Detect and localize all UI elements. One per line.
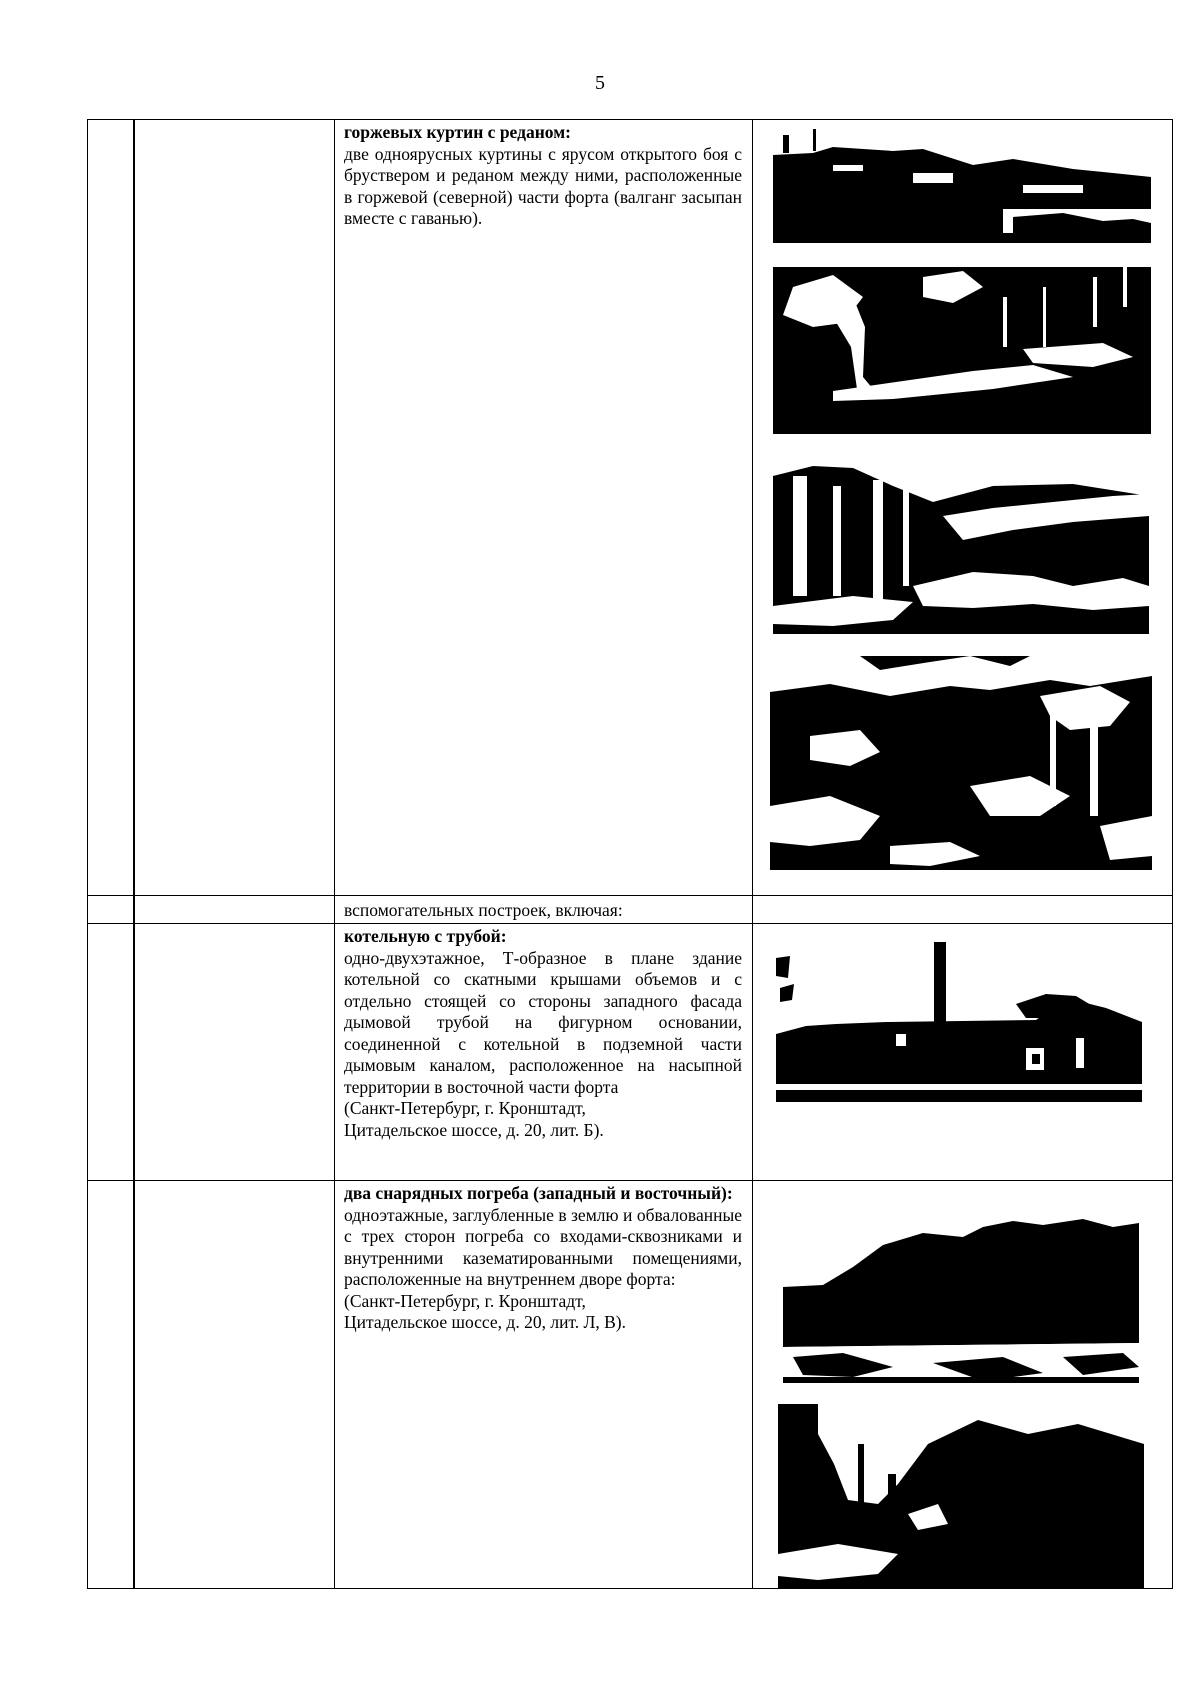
row-description: одно-двухэтажное, Т-образное в плане здание котельной со скатными крышами объемов и с отдельно стоящей со стороны западного фасада дымовой трубой на фигурном основании, соединенной с котельной в подземной части дымовым каналом, расположенное на насыпной территории в восточной части форта bbox=[344, 947, 742, 1097]
column-divider bbox=[752, 119, 753, 1589]
photo-curtain-overgrown bbox=[770, 656, 1152, 870]
photo-boiler-house-chimney bbox=[776, 938, 1142, 1102]
row-divider bbox=[87, 895, 1173, 896]
table-row bbox=[344, 900, 742, 922]
row-title: котельную с трубой: bbox=[344, 926, 507, 946]
photo-curtain-parapet bbox=[773, 125, 1151, 243]
row-title: горжевых куртин с реданом: bbox=[344, 122, 571, 142]
row-description: две одноярусных куртины с ярусом открытого боя с бруствером и реданом между ними, расположенные в горжевой (северной) части форта (валганг засыпан вместе с гаванью). bbox=[344, 143, 742, 228]
row-address: Цитадельское шоссе, д. 20, лит. Л, В). bbox=[344, 1312, 627, 1332]
row-description: одноэтажные, заглубленные в землю и обвалованные с трех сторон погреба со входами-сквозниками и внутренними казематированными помещениями, расположенные на внутреннем дворе форта: bbox=[344, 1204, 742, 1289]
row-divider bbox=[87, 1180, 1173, 1181]
row-divider bbox=[87, 923, 1173, 924]
table-row bbox=[344, 122, 742, 230]
row-title: два снарядных погреба (западный и восточный): bbox=[344, 1183, 733, 1203]
column-divider bbox=[334, 119, 335, 1589]
photo-curtain-wall-trees bbox=[773, 456, 1149, 634]
photo-curtain-trees bbox=[773, 267, 1151, 434]
row-address: (Санкт-Петербург, г. Кронштадт, bbox=[344, 1290, 586, 1311]
table-row bbox=[344, 1183, 742, 1334]
row-description: вспомогательных построек, включая: bbox=[344, 900, 623, 920]
photo-magazine-earthwork bbox=[778, 1404, 1144, 1589]
table-row bbox=[344, 926, 742, 1141]
column-divider bbox=[133, 119, 135, 1589]
row-address: Цитадельское шоссе, д. 20, лит. Б). bbox=[344, 1119, 604, 1140]
photo-magazine-mound bbox=[783, 1217, 1139, 1387]
page-number: 5 bbox=[595, 72, 605, 94]
row-address: (Санкт-Петербург, г. Кронштадт, bbox=[344, 1098, 586, 1118]
